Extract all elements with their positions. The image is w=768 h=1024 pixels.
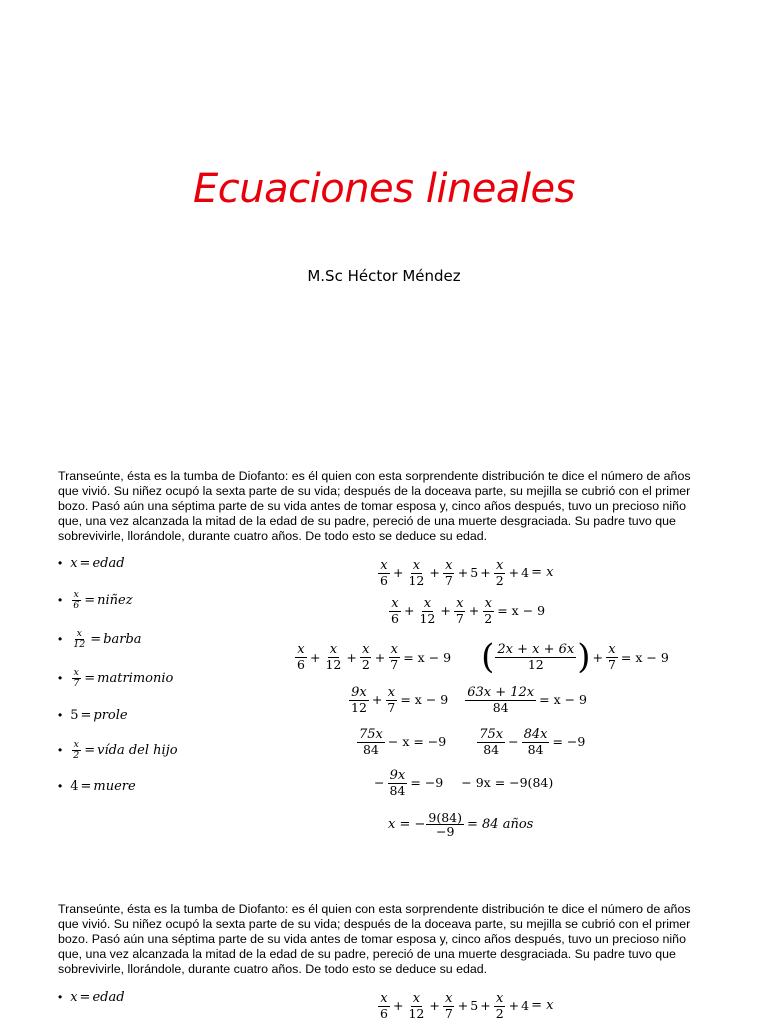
- equation-7: x = − $\frac{9(84)}{-9}$ = 84 años: [388, 810, 534, 840]
- problem-text: Transeúnte, ésta es la tumba de Diofanto: es él quien con esta sorprendente distribución te dice el número de años que vivió. Su niñez ocupó la sexta parte de su vida; después de la doceava parte, su mejilla se cubrió con el primer bozo. Pasó aún una séptima parte de su vida antes de tomar esposa y, cinco años después, tuvo un precioso niño que, una vez alcanzada la mitad de la edad de su padre, pereció de una muerte desgraciada. Su padre tuvo que sobrevivirle, llorándole, durante cuatro años. De todo esto se deduce su edad.: [58, 469, 691, 543]
- list-item: • $\frac{x}{12}$ = barba: [58, 627, 142, 650]
- author: M.Sc Héctor Méndez: [307, 267, 461, 285]
- equation-1: $\frac{x}{6}$ + $\frac{x}{12}$ + $\frac{x}{7}$ + 5 + $\frac{x}{2}$ + 4 = x: [380, 558, 554, 588]
- equation-4: $\frac{9x}{12}$ + $\frac{x}{7}$ = x − 9 $\frac{63x + 12x}{84}$ = x − 9: [351, 685, 587, 715]
- list-item: • 4 = muere: [58, 778, 136, 794]
- equation-1-repeat: $\frac{x}{6}$ + $\frac{x}{12}$ + $\frac{x}{7}$ + 5 + $\frac{x}{2}$ + 4 = x: [380, 991, 554, 1021]
- equation-3: $\frac{x}{6}$ + $\frac{x}{12}$ + $\frac{x}{2}$ + $\frac{x}{7}$ = x − 9 ( $\frac{2x + x + 6x}{12}$ ) + $\frac{x}{7}$ = x − 9: [297, 637, 669, 677]
- list-item: • 5 = prole: [58, 707, 128, 723]
- equation-5: $\frac{75x}{84}$ − x = −9 $\frac{75x}{84}$ − $\frac{84x}{84}$ = −9: [359, 727, 586, 757]
- problem-text-2: Transeúnte, ésta es la tumba de Diofanto: es él quien con esta sorprendente distribución te dice el número de años que vivió. Su niñez ocupó la sexta parte de su vida; después de la doceava parte, su mejilla se cubrió con el primer bozo. Pasó aún una séptima parte de su vida antes de tomar esposa y, cinco años después, tuvo un precioso niño que, una vez alcanzada la mitad de la edad de su padre, pereció de una muerte desgraciada. Su padre tuvo que sobrevivirle, llorándole, durante cuatro años. De todo esto se deduce su edad.: [58, 902, 691, 976]
- list-item: • x = edad: [58, 989, 125, 1005]
- equation-2: $\frac{x}{6}$ + $\frac{x}{12}$ + $\frac{x}{7}$ + $\frac{x}{2}$ = x − 9: [391, 596, 546, 626]
- list-item: • $\frac{x}{2}$ = vída del hijo: [58, 738, 178, 761]
- list-item: • x = edad: [58, 555, 125, 571]
- page-title: Ecuaciones lineales: [193, 166, 575, 212]
- equation-6: − $\frac{9x}{84}$ = −9 − 9x = −9(84): [374, 768, 554, 798]
- list-item: • $\frac{x}{6}$ = niñez: [58, 588, 133, 611]
- list-item: • $\frac{x}{7}$ = matrimonio: [58, 666, 174, 689]
